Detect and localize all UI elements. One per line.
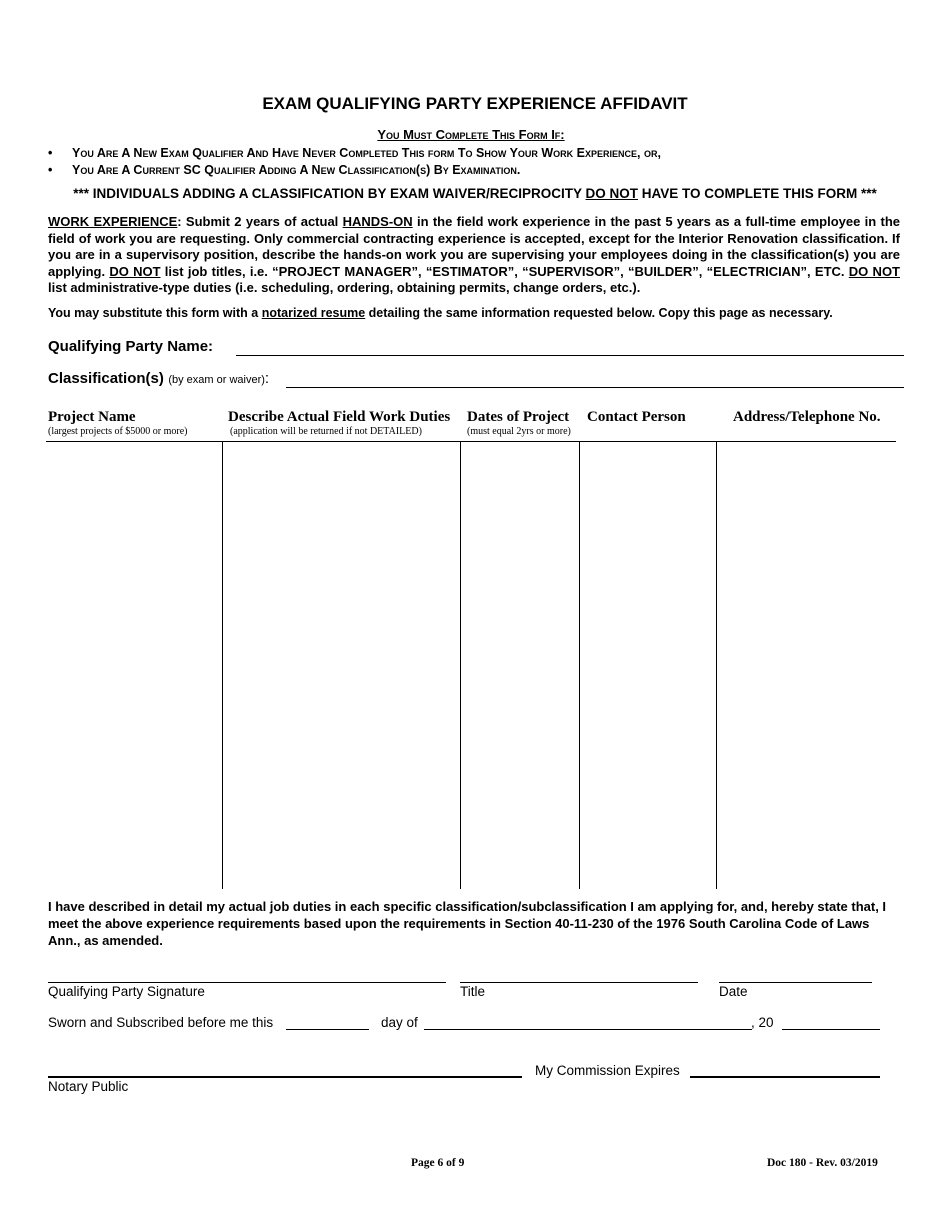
- notary-signature-line[interactable]: [48, 1076, 522, 1078]
- form-subheading: You Must Complete This Form If:: [377, 127, 565, 142]
- column-header-field-duties: Describe Actual Field Work Duties (application will be returned if not DETAILED): [228, 409, 451, 437]
- classification-field[interactable]: [286, 387, 904, 388]
- commission-expires-field[interactable]: [690, 1076, 880, 1078]
- project-name-entry-area[interactable]: [47, 443, 221, 888]
- sworn-label: Sworn and Subscribed before me this: [48, 1015, 274, 1030]
- notary-public-label: Notary Public: [48, 1079, 129, 1094]
- hands-on-emphasis: HANDS-ON: [342, 214, 413, 229]
- classification-note: (by exam or waiver): [168, 374, 265, 386]
- table-column-divider: [222, 442, 223, 889]
- column-header-address: Address/Telephone No.: [733, 409, 881, 425]
- qp-signature-label: Qualifying Party Signature: [48, 984, 205, 999]
- sworn-day-field[interactable]: [286, 1029, 369, 1030]
- form-title: EXAM QUALIFYING PARTY EXPERIENCE AFFIDAVIT: [262, 94, 688, 113]
- waiver-notice: *** INDIVIDUALS ADDING A CLASSIFICATION BY EXAM WAIVER/RECIPROCITY DO NOT HAVE TO COMPLETE THIS FORM ***: [73, 186, 877, 201]
- document-revision: Doc 180 - Rev. 03/2019: [767, 1157, 878, 1169]
- day-of-label: day of: [381, 1015, 418, 1030]
- page-number: Page 6 of 9: [411, 1157, 465, 1169]
- date-label: Date: [719, 984, 748, 999]
- substitute-note: You may substitute this form with a notarized resume detailing the same information requested below. Copy this page as necessary.: [48, 306, 833, 320]
- classification-label: Classification(s): [48, 370, 164, 387]
- bullet-icon: •: [48, 163, 53, 177]
- criteria-list: [48, 145, 908, 179]
- year-prefix-label: , 20: [751, 1015, 774, 1030]
- work-experience-label: WORK EXPERIENCE: [48, 214, 178, 229]
- title-line[interactable]: [460, 982, 698, 983]
- dates-entry-area[interactable]: [462, 443, 578, 888]
- qp-signature-line[interactable]: [48, 982, 446, 983]
- table-column-divider: [716, 442, 717, 889]
- criteria-item: • You Are A New Exam Qualifier And Have Never Completed This form To Show Your Work Experience, or,: [48, 146, 661, 160]
- commission-expires-label: My Commission Expires: [535, 1063, 680, 1078]
- sworn-year-field[interactable]: [782, 1029, 880, 1030]
- notarized-resume-text: notarized resume: [261, 306, 366, 320]
- criteria-item: • You Are A Current SC Qualifier Adding A New Classification(s) By Examination.: [48, 163, 521, 177]
- table-column-divider: [579, 442, 580, 889]
- table-column-divider: [460, 442, 461, 889]
- do-not-emphasis: DO NOT: [109, 263, 161, 279]
- qualifying-party-name-label: Qualifying Party Name:: [48, 338, 214, 355]
- date-line[interactable]: [719, 982, 872, 983]
- classification-label-group: Classification(s) (by exam or waiver):: [48, 370, 270, 387]
- sworn-month-field[interactable]: [424, 1029, 752, 1030]
- work-experience-instructions: WORK EXPERIENCE: Submit 2 years of actual HANDS-ON in the field work experience in the past 5 years as a full-time employee in the field of work you are requesting. Only commercial contracting experience is accepted, except for the Interior Renovation classification. If you are in a supervisory position, describe the hands-on work you are supervising your employees doing in the classification(s) you are applying. DO NOT list job titles, i.e. “PROJECT MANAGER”, “ESTIMATOR”, “SUPERVISOR”, “BUILDER”, “ELECTRICIAN”, ETC. DO NOT list administrative-type duties (i.e. scheduling, ordering, obtaining permits, change orders, etc.).: [48, 214, 901, 296]
- column-header-project-name: Project Name (largest projects of $5000 or more): [48, 409, 188, 437]
- address-entry-area[interactable]: [718, 443, 896, 888]
- affirmation-statement: I have described in detail my actual job duties in each specific classification/subclassification I am applying for, and, hereby state that, I meet the above experience requirements based upon the requirements in Section 40-11-230 of the 1976 South Carolina Code of Laws Ann., as amended.: [48, 899, 887, 948]
- bullet-icon: •: [48, 146, 53, 160]
- column-header-contact: Contact Person: [587, 409, 686, 425]
- notice-emphasis: DO NOT: [585, 186, 638, 201]
- column-header-dates: Dates of Project (must equal 2yrs or more): [467, 409, 571, 437]
- table-header-rule: [46, 441, 896, 442]
- qualifying-party-name-field[interactable]: [236, 355, 904, 356]
- do-not-emphasis: DO NOT: [848, 263, 901, 279]
- contact-entry-area[interactable]: [581, 443, 715, 888]
- title-label: Title: [460, 984, 486, 999]
- field-duties-entry-area[interactable]: [224, 443, 459, 888]
